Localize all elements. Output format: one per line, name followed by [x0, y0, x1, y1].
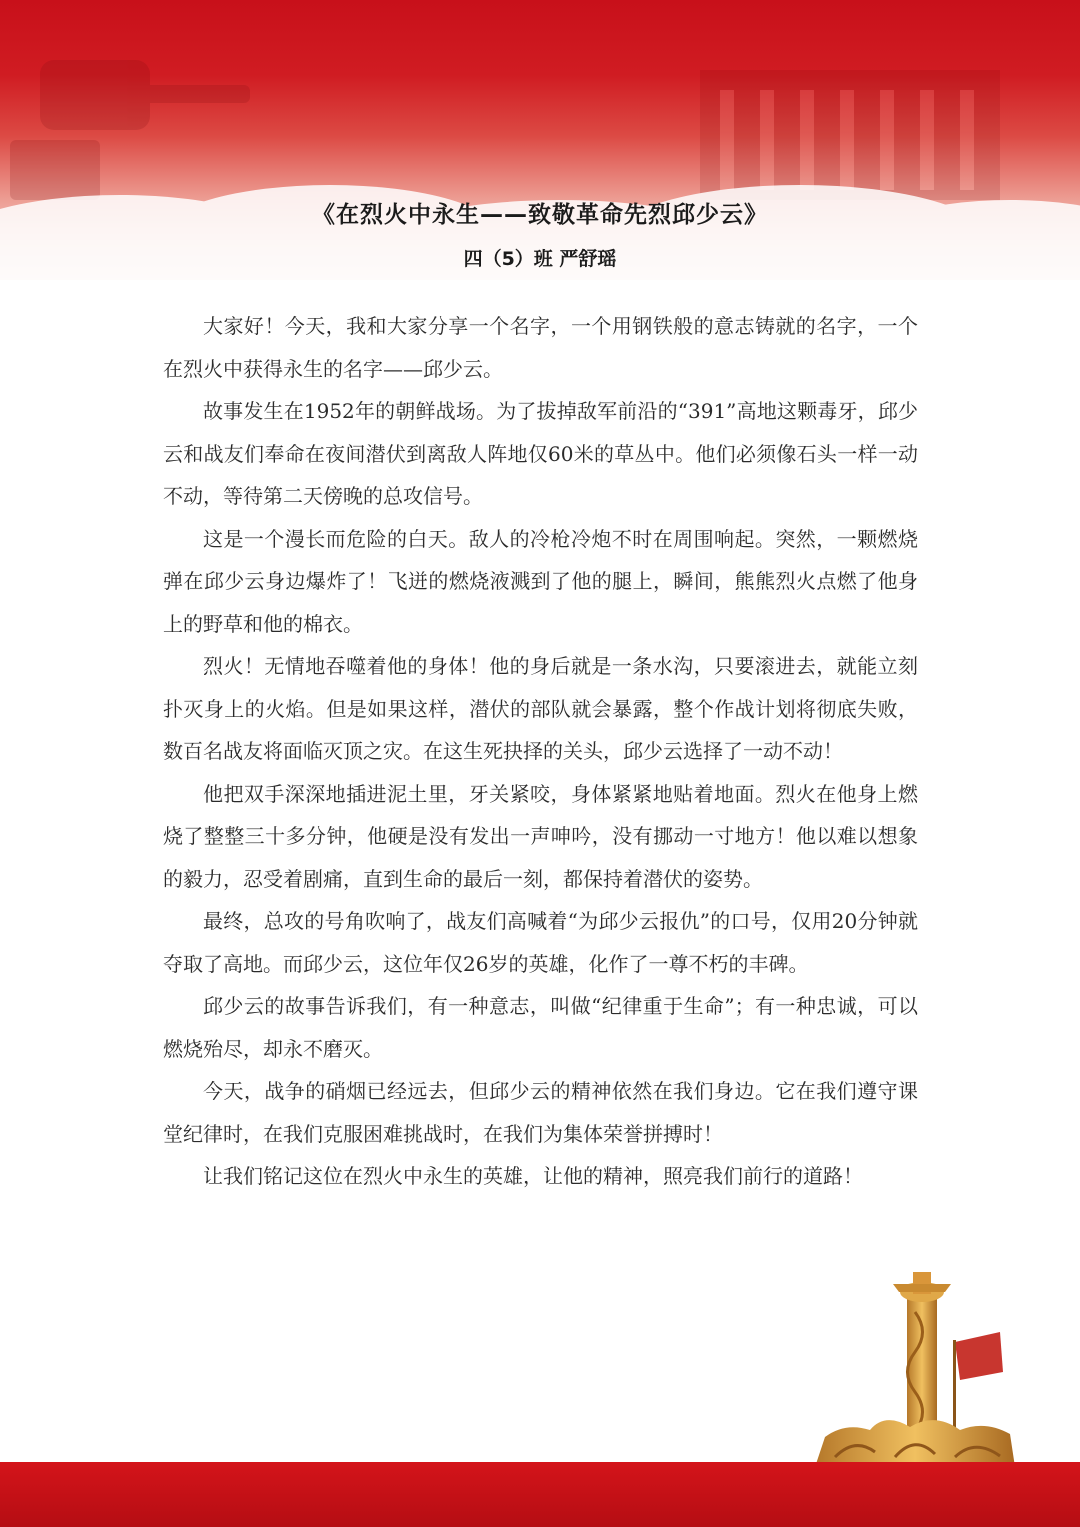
paragraph: 大家好！今天，我和大家分享一个名字，一个用钢铁般的意志铸就的名字，一个在烈火中获得永生的名字——邱少云。 [163, 314, 918, 381]
monument-decoration [815, 1262, 1015, 1467]
paragraph: 这是一个漫长而危险的白天。敌人的冷枪冷炮不时在周围响起。突然，一颗燃烧弹在邱少云身边爆炸了！飞迸的燃烧液溅到了他的腿上，瞬间，熊熊烈火点燃了他身上的野草和他的棉衣。 [163, 526, 918, 636]
paragraph: 最终，总攻的号角吹响了，战友们高喊着“为邱少云报仇”的口号，仅用20分钟就夺取了高地。而邱少云，这位年仅26岁的英雄，化作了一尊不朽的丰碑。 [163, 909, 918, 976]
paragraph: 烈火！无情地吞噬着他的身体！他的身后就是一条水沟，只要滚进去，就能立刻扑灭身上的火焰。但是如果这样，潜伏的部队就会暴露，整个作战计划将彻底失败，数百名战友将面临灭顶之灾。在这生死抉择的关头，邱少云选择了一动不动！ [163, 654, 918, 763]
paragraph: 他把双手深深地插进泥土里，牙关紧咬，身体紧紧地贴着地面。烈火在他身上燃烧了整整三十多分钟，他硬是没有发出一声呻吟，没有挪动一寸地方！他以难以想象的毅力，忍受着剧痛，直到生命的最后一刻，都保持着潜伏的姿势。 [163, 781, 918, 891]
paragraph: 让我们铭记这位在烈火中永生的英雄，让他的精神，照亮我们前行的道路！ [203, 1164, 863, 1188]
article-title: 《在烈火中永生——致敬革命先烈邱少云》 [312, 202, 768, 228]
footer-strip [0, 1462, 1080, 1527]
header-banner [0, 0, 1080, 340]
paragraph: 邱少云的故事告诉我们，有一种意志，叫做“纪律重于生命”；有一种忠诚，可以燃烧殆尽，却永不磨灭。 [163, 994, 918, 1061]
article-body [163, 305, 918, 1198]
gavel-decoration [10, 60, 250, 200]
author-byline: 四（5）班 严舒瑶 [463, 248, 617, 270]
banner-clouds-decoration [0, 0, 1080, 340]
paragraph: 今天，战争的硝烟已经远去，但邱少云的精神依然在我们身边。它在我们遵守课堂纪律时，在我们克服困难挑战时，在我们为集体荣誉拼搏时！ [163, 1079, 918, 1146]
paragraph: 故事发生在1952年的朝鲜战场。为了拔掉敌军前沿的“391”高地这颗毒牙，邱少云和战友们奉命在夜间潜伏到离敌人阵地仅60米的草丛中。他们必须像石头一样一动不动，等待第二天傍晚的总攻信号。 [163, 399, 918, 508]
building-decoration [700, 70, 1000, 200]
